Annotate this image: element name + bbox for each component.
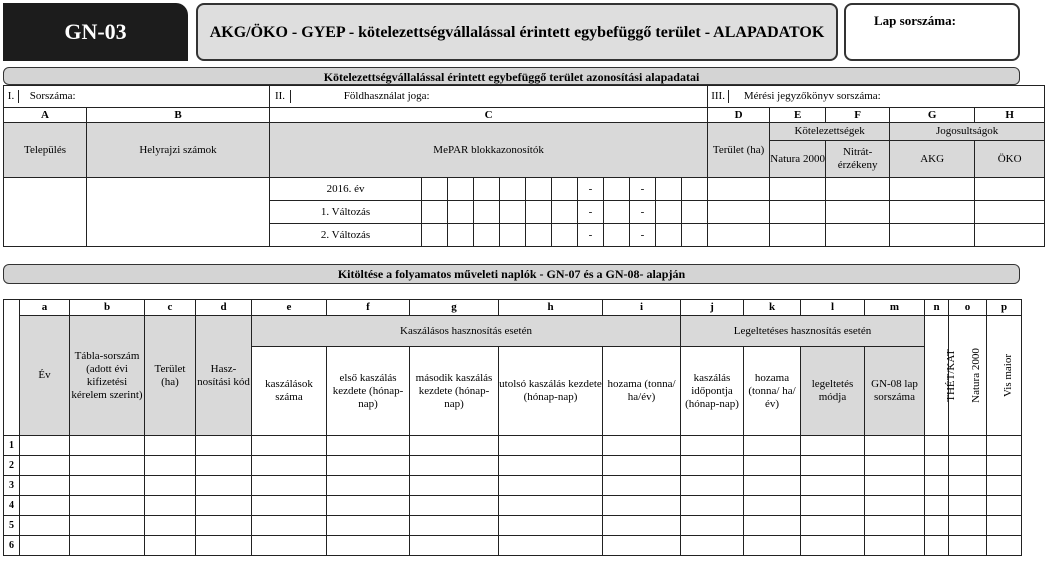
op-col-letter-e: e [252, 300, 327, 316]
op-col-letter-g: g [410, 300, 499, 316]
table-row [4, 476, 1022, 496]
id-fields-row [4, 86, 1045, 108]
header-vis-maior: Vis maior [987, 316, 1022, 436]
data-cell[interactable] [20, 536, 70, 556]
data-cell[interactable] [145, 476, 196, 496]
op-col-letter-m: m [865, 300, 925, 316]
data-cell[interactable] [499, 496, 603, 516]
natura-cell[interactable] [770, 178, 826, 201]
header-thet-kat: THÉT/KAT [925, 316, 949, 436]
data-cell[interactable] [865, 476, 925, 496]
op-col-letter-l: l [801, 300, 865, 316]
data-cell[interactable] [865, 436, 925, 456]
header-usage-code: Hasz-nosítási kód [196, 316, 252, 436]
data-cell[interactable] [252, 496, 327, 516]
data-cell[interactable] [949, 476, 987, 496]
data-cell[interactable] [744, 476, 801, 496]
serial-field[interactable] [4, 86, 270, 108]
data-cell[interactable] [410, 436, 499, 456]
table-row [4, 496, 1022, 516]
data-cell[interactable] [70, 436, 145, 456]
header-op-area: Terület (ha) [145, 316, 196, 436]
data-cell[interactable] [801, 456, 865, 476]
mepar-digit[interactable] [552, 224, 578, 247]
col-letter-d: D [708, 108, 770, 123]
data-cell[interactable] [196, 496, 252, 516]
header-second-mowing: második kaszálás kezdete (hónap-nap) [410, 347, 499, 436]
data-cell[interactable] [410, 536, 499, 556]
table-row [4, 516, 1022, 536]
data-cell[interactable] [603, 476, 681, 496]
column-letters-row [4, 108, 1045, 123]
op-col-letter-i: i [603, 300, 681, 316]
row-number: 2 [4, 456, 20, 476]
data-cell[interactable] [70, 516, 145, 536]
akg-cell[interactable] [890, 201, 975, 224]
col-letter-e: E [770, 108, 826, 123]
data-cell[interactable] [145, 516, 196, 536]
header-row-1 [4, 123, 1045, 141]
row-number: 4 [4, 496, 20, 516]
section2-title: Kitöltése a folyamatos műveleti naplók - GN-07 és a GN-08- alapján [3, 264, 1020, 284]
nitrate-cell[interactable] [826, 224, 890, 247]
nitrate-cell[interactable] [826, 201, 890, 224]
op-col-letter-b: b [70, 300, 145, 316]
data-cell[interactable] [925, 536, 949, 556]
mepar-row-label: 1. Változás [270, 201, 422, 224]
data-cell[interactable] [145, 496, 196, 516]
data-cell[interactable] [499, 536, 603, 556]
mepar-digit[interactable] [604, 224, 630, 247]
op-col-letter-j: j [681, 300, 744, 316]
mepar-digit[interactable] [656, 201, 682, 224]
header-parcel-numbers: Helyrajzi számok [87, 123, 270, 178]
table-row [4, 456, 1022, 476]
mepar-digit[interactable] [422, 178, 448, 201]
data-cell[interactable] [744, 456, 801, 476]
data-cell[interactable] [603, 436, 681, 456]
data-cell[interactable] [603, 456, 681, 476]
mepar-separator: - [578, 224, 604, 247]
col-letter-f: F [826, 108, 890, 123]
data-cell[interactable] [252, 436, 327, 456]
row-number: 6 [4, 536, 20, 556]
mepar-digit[interactable] [682, 201, 708, 224]
mepar-digit[interactable] [500, 201, 526, 224]
table-row [4, 536, 1022, 556]
roman-iii: III. [708, 90, 729, 103]
form-title: AKG/ÖKO - GYEP - kötelezettségvállalással érintett egybefüggő terület - ALAPADATOK [196, 3, 838, 61]
data-cell[interactable] [70, 476, 145, 496]
data-cell[interactable] [987, 456, 1022, 476]
mepar-digit[interactable] [526, 178, 552, 201]
data-cell[interactable] [865, 536, 925, 556]
data-cell[interactable] [925, 436, 949, 456]
header-grazing-method: legeltetés módja [801, 347, 865, 436]
op-col-letter-f: f [327, 300, 410, 316]
data-cell[interactable] [801, 436, 865, 456]
form-code-badge: GN-03 [3, 3, 188, 61]
land-use-field[interactable] [270, 86, 708, 108]
data-cell[interactable] [196, 476, 252, 496]
mepar-digit[interactable] [474, 201, 500, 224]
header-table-number: Tábla-sorszám (adott évi kifizetési kérelem szerint) [70, 316, 145, 436]
header-natura: Natura 2000 [770, 141, 826, 178]
data-cell[interactable] [252, 516, 327, 536]
data-cell[interactable] [70, 496, 145, 516]
mepar-digit[interactable] [682, 178, 708, 201]
data-cell[interactable] [410, 476, 499, 496]
operations-data-rows [4, 436, 1022, 556]
data-cell[interactable] [681, 436, 744, 456]
op-col-letter-o: o [949, 300, 987, 316]
mepar-row-2016 [4, 178, 1045, 201]
data-cell[interactable] [603, 496, 681, 516]
mepar-digit[interactable] [656, 178, 682, 201]
parcel-numbers-cell[interactable] [87, 178, 270, 247]
data-cell[interactable] [681, 516, 744, 536]
data-cell[interactable] [499, 456, 603, 476]
data-cell[interactable] [196, 436, 252, 456]
data-cell[interactable] [196, 516, 252, 536]
mepar-digit[interactable] [552, 201, 578, 224]
data-cell[interactable] [20, 516, 70, 536]
header-obligations: Kötelezettségek [770, 123, 890, 141]
mepar-digit[interactable] [448, 201, 474, 224]
data-cell[interactable] [925, 456, 949, 476]
identification-table [3, 85, 1045, 247]
area-cell[interactable] [708, 201, 770, 224]
data-cell[interactable] [681, 536, 744, 556]
operations-table [3, 299, 1022, 556]
mepar-digit[interactable] [500, 178, 526, 201]
data-cell[interactable] [744, 436, 801, 456]
mepar-digit[interactable] [604, 201, 630, 224]
header-mowing-date: kaszálás időpontja (hónap-nap) [681, 347, 744, 436]
data-cell[interactable] [987, 536, 1022, 556]
data-cell[interactable] [327, 456, 410, 476]
area-cell[interactable] [708, 178, 770, 201]
op-column-letters-row [4, 300, 1022, 316]
data-cell[interactable] [987, 436, 1022, 456]
oko-cell[interactable] [975, 178, 1045, 201]
data-cell[interactable] [949, 536, 987, 556]
mepar-digit[interactable] [422, 201, 448, 224]
data-cell[interactable] [801, 496, 865, 516]
data-cell[interactable] [327, 516, 410, 536]
sheet-number-field[interactable]: Lap sorszáma: [844, 3, 1020, 61]
akg-cell[interactable] [890, 224, 975, 247]
data-cell[interactable] [20, 496, 70, 516]
data-cell[interactable] [252, 476, 327, 496]
data-cell[interactable] [70, 456, 145, 476]
op-col-letter-n: n [925, 300, 949, 316]
akg-cell[interactable] [890, 178, 975, 201]
op-col-letter-c: c [145, 300, 196, 316]
col-letter-b: B [87, 108, 270, 123]
mepar-separator: - [630, 178, 656, 201]
data-cell[interactable] [499, 516, 603, 536]
col-letter-c: C [270, 108, 708, 123]
header-mowing-count: kaszálások száma [252, 347, 327, 436]
data-cell[interactable] [327, 536, 410, 556]
natura-cell[interactable] [770, 224, 826, 247]
op-col-letter-a: a [20, 300, 70, 316]
data-cell[interactable] [949, 436, 987, 456]
mepar-digit[interactable] [526, 201, 552, 224]
mepar-separator: - [630, 224, 656, 247]
data-cell[interactable] [603, 536, 681, 556]
op-col-letter-d: d [196, 300, 252, 316]
measurement-record-label: Mérési jegyzőkönyv sorszáma: [743, 90, 881, 102]
data-cell[interactable] [410, 516, 499, 536]
mepar-digit[interactable] [500, 224, 526, 247]
mepar-row-label: 2016. év [270, 178, 422, 201]
settlement-cell[interactable] [4, 178, 87, 247]
data-cell[interactable] [252, 536, 327, 556]
data-cell[interactable] [925, 516, 949, 536]
nitrate-cell[interactable] [826, 178, 890, 201]
mepar-digit[interactable] [474, 178, 500, 201]
mepar-separator: - [578, 178, 604, 201]
data-cell[interactable] [744, 536, 801, 556]
header-nitrate: Nitrát-érzékeny [826, 141, 890, 178]
data-cell[interactable] [20, 456, 70, 476]
data-cell[interactable] [801, 516, 865, 536]
data-cell[interactable] [145, 456, 196, 476]
header-first-mowing: első kaszálás kezdete (hónap-nap) [327, 347, 410, 436]
measurement-record-field[interactable] [708, 86, 1045, 108]
header-akg: AKG [890, 141, 975, 178]
section1-title: Kötelezettségvállalással érintett egybefüggő terület azonosítási alapadatai [3, 67, 1020, 85]
data-cell[interactable] [987, 476, 1022, 496]
op-col-letter-k: k [744, 300, 801, 316]
natura-cell[interactable] [770, 201, 826, 224]
mepar-digit[interactable] [526, 224, 552, 247]
header-oko: ÖKO [975, 141, 1045, 178]
header-mepar: MePAR blokkazonosítók [270, 123, 708, 178]
oko-cell[interactable] [975, 224, 1045, 247]
row-number: 5 [4, 516, 20, 536]
data-cell[interactable] [20, 476, 70, 496]
header-gn08-sheet: GN-08 lap sorszáma [865, 347, 925, 436]
data-cell[interactable] [987, 496, 1022, 516]
header-entitlements: Jogosultságok [890, 123, 1045, 141]
data-cell[interactable] [744, 496, 801, 516]
col-letter-h: H [975, 108, 1045, 123]
data-cell[interactable] [681, 476, 744, 496]
data-cell[interactable] [410, 496, 499, 516]
header-last-mowing: utolsó kaszálás kezdete (hónap-nap) [499, 347, 603, 436]
data-cell[interactable] [145, 436, 196, 456]
data-cell[interactable] [499, 476, 603, 496]
data-cell[interactable] [410, 456, 499, 476]
data-cell[interactable] [801, 476, 865, 496]
header-mowing-yield: hozama (tonna/ ha/év) [603, 347, 681, 436]
mepar-digit[interactable] [682, 224, 708, 247]
data-cell[interactable] [252, 456, 327, 476]
data-cell[interactable] [865, 456, 925, 476]
col-letter-a: A [4, 108, 87, 123]
row-number: 1 [4, 436, 20, 456]
serial-label: Sorszáma: [29, 90, 76, 102]
data-cell[interactable] [603, 516, 681, 536]
data-cell[interactable] [865, 516, 925, 536]
data-cell[interactable] [70, 536, 145, 556]
mepar-separator: - [578, 201, 604, 224]
row-number: 3 [4, 476, 20, 496]
header-grazing-yield: hozama (tonna/ ha/év) [744, 347, 801, 436]
header-op-natura: Natura 2000 [949, 316, 987, 436]
data-cell[interactable] [499, 436, 603, 456]
header-settlement: Település [4, 123, 87, 178]
mepar-digit[interactable] [448, 178, 474, 201]
mepar-digit[interactable] [474, 224, 500, 247]
header-year: Év [20, 316, 70, 436]
roman-i: I. [4, 90, 19, 103]
data-cell[interactable] [20, 436, 70, 456]
table-row [4, 436, 1022, 456]
mepar-digit[interactable] [656, 224, 682, 247]
row-number-header [4, 300, 20, 436]
data-cell[interactable] [949, 456, 987, 476]
data-cell[interactable] [925, 496, 949, 516]
mepar-digit[interactable] [422, 224, 448, 247]
header-mowing-group: Kaszálásos hasznosítás esetén [252, 316, 681, 347]
data-cell[interactable] [196, 456, 252, 476]
op-group-header-row [4, 316, 1022, 347]
data-cell[interactable] [987, 516, 1022, 536]
mepar-digit[interactable] [448, 224, 474, 247]
header-area: Terület (ha) [708, 123, 770, 178]
data-cell[interactable] [801, 536, 865, 556]
oko-cell[interactable] [975, 201, 1045, 224]
mepar-row-label: 2. Változás [270, 224, 422, 247]
data-cell[interactable] [949, 496, 987, 516]
data-cell[interactable] [949, 516, 987, 536]
data-cell[interactable] [327, 436, 410, 456]
data-cell[interactable] [327, 476, 410, 496]
area-cell[interactable] [708, 224, 770, 247]
data-cell[interactable] [681, 456, 744, 476]
mepar-digit[interactable] [552, 178, 578, 201]
header-grazing-group: Legeltetéses hasznosítás esetén [681, 316, 925, 347]
data-cell[interactable] [196, 536, 252, 556]
data-cell[interactable] [145, 536, 196, 556]
land-use-label: Földhasználat joga: [343, 90, 430, 102]
op-col-letter-p: p [987, 300, 1022, 316]
data-cell[interactable] [327, 496, 410, 516]
data-cell[interactable] [681, 496, 744, 516]
data-cell[interactable] [925, 476, 949, 496]
col-letter-g: G [890, 108, 975, 123]
mepar-digit[interactable] [604, 178, 630, 201]
roman-ii: II. [270, 90, 291, 103]
data-cell[interactable] [865, 496, 925, 516]
mepar-separator: - [630, 201, 656, 224]
data-cell[interactable] [744, 516, 801, 536]
op-col-letter-h: h [499, 300, 603, 316]
